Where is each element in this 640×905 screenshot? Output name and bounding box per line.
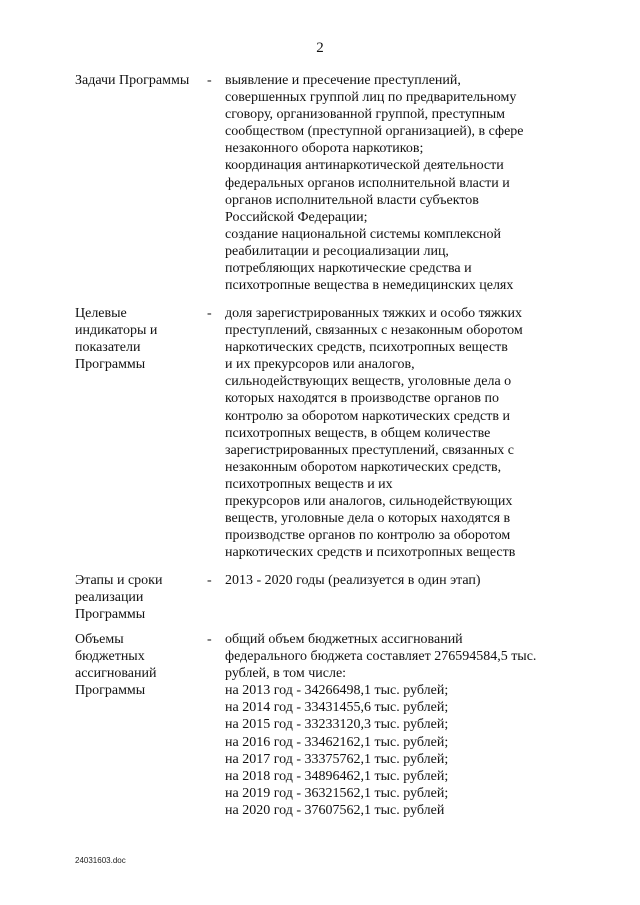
section-dash: - [207, 632, 212, 647]
body-line: реабилитации и ресоциализации лиц, [225, 243, 449, 259]
body-line: на 2018 год - 34896462,1 тыс. рублей; [225, 768, 449, 784]
body-line: федерального бюджета составляет 276594584,5 тыс. [225, 649, 537, 665]
body-line: совершенных группой лиц по предварительному [225, 90, 517, 106]
label-line: Объемы [75, 632, 124, 647]
body-line: на 2015 год - 33233120,3 тыс. рублей; [225, 717, 449, 733]
label-line: Программы [75, 357, 146, 373]
body-line: на 2019 год - 36321562,1 тыс. рублей; [225, 785, 449, 801]
body-line: психотропных веществ, в общем количестве [225, 425, 491, 441]
section-label [75, 305, 200, 373]
document-file-code: 24031603.doc [75, 856, 126, 865]
section-body [225, 72, 565, 294]
body-line: психотропных веществ и их [225, 476, 393, 492]
body-line: и их прекурсоров или аналогов, [225, 357, 415, 373]
body-line: на 2020 год - 37607562,1 тыс. рублей [225, 802, 445, 818]
body-line: рублей, в том числе: [225, 666, 347, 682]
body-line: прекурсоров или аналогов, сильнодействующих [225, 494, 513, 510]
section-label [75, 572, 200, 623]
page-number: 2 [316, 40, 324, 56]
label-line: реализации [75, 590, 144, 606]
body-line: наркотических средств и психотропных веществ [225, 545, 516, 561]
body-line: Российской Федерации; [225, 209, 368, 225]
body-line: создание национальной системы комплексной [225, 226, 501, 242]
section-label [75, 631, 200, 699]
body-line: выявление и пресечение преступлений, [225, 73, 461, 88]
section-dash: - [207, 573, 212, 588]
body-line: преступлений, связанных с незаконным оборотом [225, 323, 523, 339]
body-line: незаконного оборота наркотиков; [225, 141, 424, 157]
body-line: сообществом (преступной организацией), в сфере [225, 124, 524, 140]
body-line: 2013 - 2020 годы (реализуется в один этап) [225, 573, 481, 588]
section-body [225, 631, 565, 819]
body-line: психотропные вещества в немедицинских целях [225, 278, 514, 294]
body-line: наркотических средств, психотропных веществ [225, 340, 508, 356]
label-line: индикаторы и [75, 323, 158, 339]
label-line: Программы [75, 683, 146, 699]
label-line: Задачи Программы [75, 73, 190, 88]
body-line: федеральных органов исполнительной власти и [225, 175, 510, 191]
body-line: веществ, уголовные дела о которых находятся в [225, 511, 511, 527]
body-line: общий объем бюджетных ассигнований [225, 632, 463, 647]
section-dash: - [207, 306, 212, 321]
label-line: Этапы и сроки [75, 573, 163, 588]
body-line: координация антинаркотической деятельности [225, 158, 504, 174]
section-label [75, 72, 200, 89]
body-line: на 2014 год - 33431455,6 тыс. рублей; [225, 700, 449, 716]
label-line: Целевые [75, 306, 127, 321]
body-line: на 2017 год - 33375762,1 тыс. рублей; [225, 751, 449, 767]
body-line: доля зарегистрированных тяжких и особо тяжких [225, 306, 522, 321]
section-body [225, 572, 565, 589]
label-line: бюджетных [75, 649, 145, 665]
body-line: незаконным оборотом наркотических средств, [225, 459, 502, 475]
body-line: на 2013 год - 34266498,1 тыс. рублей; [225, 683, 449, 699]
section-body [225, 305, 565, 561]
body-line: сговору, организованной группой, преступным [225, 107, 506, 123]
body-line: на 2016 год - 33462162,1 тыс. рублей; [225, 734, 449, 750]
label-line: показатели [75, 340, 141, 356]
body-line: органов исполнительной власти субъектов [225, 192, 479, 208]
body-line: сильнодействующих веществ, уголовные дела о [225, 374, 512, 390]
section-dash: - [207, 73, 212, 88]
label-line: Программы [75, 607, 146, 623]
label-line: ассигнований [75, 666, 157, 682]
body-line: которых находятся в производстве органов по [225, 391, 500, 407]
body-line: зарегистрированных преступлений, связанных с [225, 442, 515, 458]
body-line: потребляющих наркотические средства и [225, 261, 472, 277]
body-line: производстве органов по контролю за оборотом [225, 528, 511, 544]
body-line: контролю за оборотом наркотических средств и [225, 408, 510, 424]
